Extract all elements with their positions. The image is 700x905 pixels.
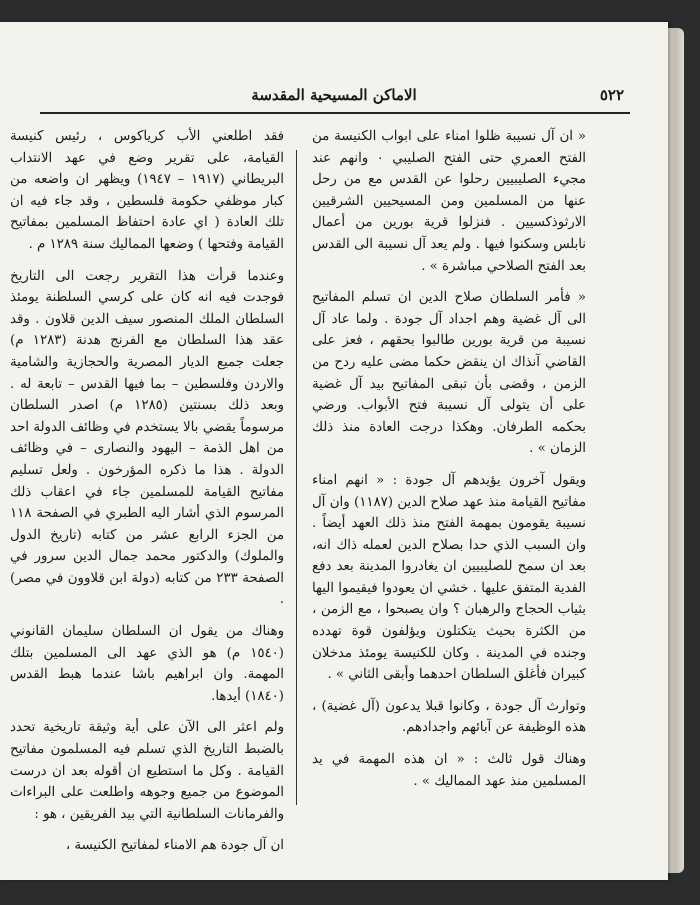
paragraph: وعندما قرأت هذا التقرير رجعت الى التاريخ فوجدت فيه انه كان على كرسي السلطنة يومئذ السلطان الملك المنصور سيف الدين قلاون . وقد عقد هذا السلطان مع الفرنج هدنة (١٢٨٣ م) جعلت جميع الديار المصرية والحجازية والشامية والاردن وفلسطين – بما فيها القدس – تابعة له . وبعد ذلك بسنتين (١٢٨٥ م) اصدر السلطان مرسوماً يقضي بالا يستخدم في وظائف الدولة احد من اهل الذمة – اليهود والنصارى – في وظائف الدولة . هذا ما ذكره المؤرخون . ولعل تسليم مفاتيح القيامة للمسلمين جاء في اعقاب ذلك المرسوم الذي أشار اليه الطبري في الصفحة ١١٨ من الجزء الرابع عشر من كتابه (تاريخ الدول والملوك) والدكتور محمد جمال الدين سرور في الصفحة ٢٣٣ من كتابه (دولة ابن قلاوون في مصر) . bbox=[10, 268, 284, 608]
paragraph: « فأمر السلطان صلاح الدين ان تسلم المفاتيح الى آل غضية وهم اجداد آل جودة . ولما عاد آل نسيبة من قرية بورين طالبوا بحقهم ، فعز على القاضي آنذاك ان ينقض حكما مضى عليه ردح من الزمن ، وقضى بأن تبقى المفاتيح بيد آل غضية على أن يتولى آل نسيبة فتح الأبواب. ورضي بحكمه الطرفان. وهكذا درجت العادة منذ ذلك الزمان » . bbox=[312, 290, 586, 457]
left-column bbox=[10, 126, 284, 867]
paragraph: فقد اطلعني الأب كرياكوس ، رئيس كنيسة القيامة، على تقرير وضع في عهد الانتداب البريطاني (١٩١٧ – ١٩٤٧) ويظهر ان واضعه من كبار موظفي حكومة فلسطين ، وقد جاء فيه ان تلك العادة ( اي عادة احتفاظ المسلمين بمفاتيح القيامة وفتحها ) وضعها المماليك سنة ١٢٨٩ م . bbox=[10, 129, 285, 252]
running-title: الاماكن المسيحية المقدسة bbox=[251, 86, 417, 104]
paragraph: وتوارث آل جودة ، وكانوا قبلا يدعون (آل غضية) ، هذه الوظيفة عن آبائهم واجدادهم. bbox=[312, 698, 586, 736]
right-column bbox=[312, 126, 586, 802]
paragraph: وهناك قول ثالث : « ان هذه المهمة في يد المسلمين منذ عهد المماليك » . bbox=[312, 752, 586, 789]
header-rule bbox=[40, 112, 630, 114]
paragraph: وهناك من يقول ان السلطان سليمان القانوني (١٥٤٠ م) هو الذي عهد الى المسلمين بتلك المهمة. وان ابراهيم باشا عندما هبط القدس (١٨٤٠) أيدها. bbox=[10, 624, 284, 704]
page-header bbox=[40, 86, 628, 110]
paragraph: ان آل جودة هم الامناء لمفاتيح الكنيسة ، bbox=[65, 838, 284, 854]
page-number: ٥٢٢ bbox=[599, 86, 624, 104]
book-page bbox=[0, 22, 668, 880]
paragraph: ولم اعثر الى الآن على أية وثيقة تاريخية تحدد بالضبط التاريخ الذي تسلم فيه المسلمون مفاتيح القيامة . وكل ما استطيع ان أقوله بعد ان درست الموضوع من جميع وجوهه واطلعت على البراءات والفرمانات السلطانية التي بيد الفريقين ، هو : bbox=[10, 720, 284, 822]
paragraph: ويقول آخرون يؤيدهم آل جودة : « انهم امناء مفاتيح القيامة منذ عهد صلاح الدين (١١٨٧) وان آل نسيبة يقومون بمهمة الفتح منذ ذلك العهد أيضاً . وان السبب الذي حدا بصلاح الدين لعمله ذاك انه، بعد ان سمح للصليبيين ان يغادروا المدينة بعد دفع الفدية المتفق عليها . خشي ان يعودوا فيقيموا اليها بثياب الحجاج والرهبان ؟ وان يصبحوا ، مع الزمن ، من الكثرة بحيث يتكتلون ويؤلفون قوة تهدده وجنده في المدينة . وكان للكنيسة يومئذ مدخلان كبيران فأغلق السلطان احدهما وأبقى الثاني » . bbox=[312, 472, 586, 683]
paragraph: « ان آل نسيبة ظلوا امناء على ابواب الكنيسة من الفتح العمري حتى الفتح الصليبي ٠ وانهم عند مجيء الصليبيين رحلوا عن القدس مع من رحل عنها من المسلمين ومن المسيحيين الشرقيين الارثوذكسيين . فنزلوا قرية بورين من أعمال نابلس وسكنوا فيها . ولم يعد آل نسيبة الى القدس بعد الفتح الصلاحي مباشرة » . bbox=[312, 129, 586, 274]
column-divider bbox=[296, 150, 297, 805]
